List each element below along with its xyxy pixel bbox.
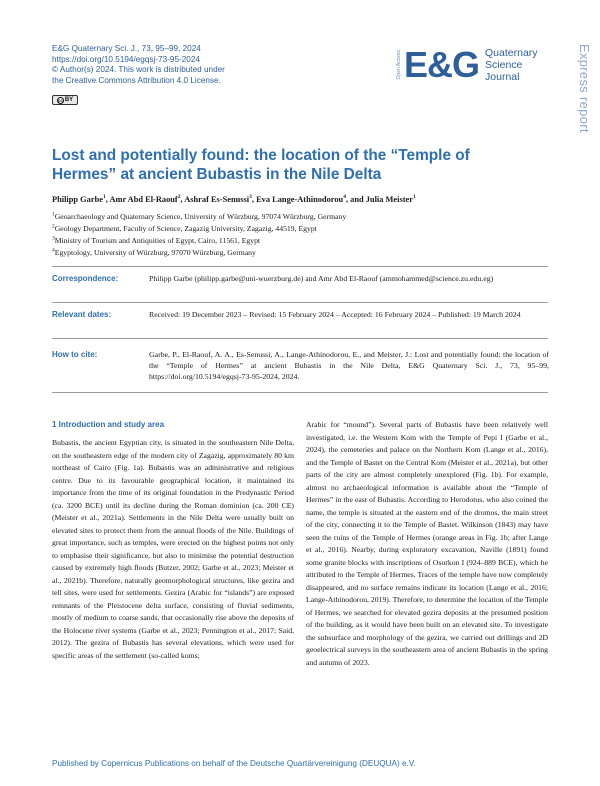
citation-line: E&G Quaternary Sci. J., 73, 95–99, 2024 bbox=[52, 44, 201, 53]
license-line[interactable]: the Creative Commons Attribution 4.0 License. bbox=[52, 75, 221, 85]
affiliation-text: Geoarchaeology and Quaternary Science, University of Würzburg, 97074 Würzburg, Germany bbox=[54, 212, 347, 221]
cite-label: How to cite: bbox=[52, 350, 98, 359]
affiliation-item bbox=[52, 247, 346, 259]
cc-by-label: BY bbox=[64, 97, 74, 103]
divider bbox=[52, 338, 548, 339]
body-column-right: Arabic for “mound”). Several parts of Bubastis have been relatively well investigated, i.e. the Western Kom with the Temple of Pepi I (Garbe et al., 2024), the cemeteries and palace on the Northern Kom (Lange et al., 2016), and the Temple of Bastet on the Central Kom (Meister et al., 2021a), but other parts of the city are almost completely unexplored (Fig. 1b). For example, almost no archaeological information is available about the “Temple of Hermes” in the east of Bubastis. According to Herodotus, who also coined the name, the temple is situated at the eastern end of the dromos, the main street of the city, connecting it to the Temple of Bastet. Wilkinson (1843) may have seen the ruins of the Temple of Hermes (orange areas in Fig. 1b; after Lange et al., 2016). Nearby, during exploratory excavation, Naville (1891) found some granite blocks with inscriptions of Osorkon I (924–889 BCE), which he attributed to the Temple of Hermes. Traces of the temple have now completely disappeared, and no surface remains indicate its location (Lange et al., 2016; Lange-Athinodorou, 2019). Therefore, to determine the location of the Temple of Hermes, we searched for elevated gezira deposits at the presumed position of the building, as it would have been built on an elevated site. To investigate the subsurface and morphology of the gezira, we carried out drillings and 2D geoelectrical surveys in the southeastern area of ancient Bubastis in the spring and autumn of 2023. bbox=[306, 420, 548, 667]
author: Ashraf Es-Senussi bbox=[184, 195, 250, 204]
divider bbox=[52, 302, 548, 303]
author: Amr Abd El-Raouf bbox=[109, 195, 178, 204]
doi-link[interactable]: https://doi.org/10.5194/egqsj-73-95-2024 bbox=[52, 54, 200, 64]
dates-label: Relevant dates: bbox=[52, 310, 112, 319]
affiliation-text: Egyptology, University of Würzburg, 97070 Würzburg, Germany bbox=[54, 248, 256, 257]
author-affiliation-marker: 3 bbox=[249, 194, 252, 201]
dates-value: Received: 19 December 2023 – Revised: 15 February 2024 – Accepted: 16 February 2024 – Published: 19 March 2024 bbox=[149, 310, 521, 319]
affiliation-number: 2 bbox=[52, 223, 55, 230]
cc-icon: cc bbox=[57, 97, 63, 103]
open-access-label: Open Access bbox=[396, 50, 402, 80]
author: Eva Lange-Athinodorou bbox=[256, 195, 344, 204]
author-affiliation-marker: 1 bbox=[412, 194, 416, 201]
affiliation-number: 1 bbox=[52, 211, 55, 218]
author-affiliation-marker: 4 bbox=[343, 194, 346, 201]
copyright-line: © Author(s) 2024. This work is distributed under bbox=[52, 65, 225, 75]
divider bbox=[52, 392, 548, 393]
author: Philipp Garbe bbox=[52, 195, 103, 204]
affiliation-list bbox=[52, 211, 346, 259]
author-affiliation-marker: 1 bbox=[102, 194, 106, 201]
affiliation-item bbox=[52, 235, 346, 247]
journal-name-line: Science bbox=[485, 59, 523, 71]
affiliation-item bbox=[52, 223, 346, 235]
journal-name bbox=[485, 47, 538, 83]
affiliation-item bbox=[52, 211, 346, 223]
cc-by-badge[interactable] bbox=[52, 95, 78, 105]
divider bbox=[52, 266, 548, 267]
section-heading: 1 Introduction and study area bbox=[52, 420, 165, 429]
body-column-left: Bubastis, the ancient Egyptian city, is situated in the southeastern Nile Delta, on the southeastern edge of the modern city of Zagazig, approximately 80 km northeast of Cairo (Fig. 1a). Bubastis was an administrative and religious centre. Due to its favourable geographical location, it maintained its importance from the time of its original foundation in the Predynastic Period (ca. 3200 BCE) until its decline during the Roman dominion (ca. 200 CE) (Meister et al., 2021a). Settlements in the Nile Delta were usually built on elevated sites to protect them from the annual floods of the Nile. Buildings of great importance, such as temples, were erected on the highest points not only to emphasise their significance, but also to minimise the potential destruction caused by extremely high floods (Butzer, 2002; Garbe et al., 2023; Meister et al., 2021b). Therefore, naturally geomorphological structures, like gezira and tell sites, were used for settlements. Gezira (Arabic for “islands”) are exposed remnants of the Pleistocene delta surface, consisting of fluvial sediments, mostly of medium to coarse sands, that occasionally rise above the deposits of the Holocene river systems (Garbe et al., 2023; Pennington et al., 2017; Said, 2012). The gezira of Bubastis has several elevations, which were used for specific areas of the settlement (so-called koms; bbox=[52, 438, 294, 660]
eg-logo: E&G bbox=[404, 44, 480, 85]
author-list: Philipp Garbe$^1$, Amr Abd El-Raouf$^2$, Ashraf Es-Senussi$^3$, Eva Lange-Athinodorou$^4$, and Julia Meister$^1$ bbox=[52, 194, 416, 204]
publisher-footer: Published by Copernicus Publications on behalf of the Deutsche Quartärvereinigung (DEUQUA) e.V. bbox=[52, 759, 416, 768]
correspondence-label: Correspondence: bbox=[52, 274, 119, 283]
affiliation-number: 3 bbox=[52, 235, 55, 242]
affiliation-number: 4 bbox=[52, 247, 55, 254]
journal-logo bbox=[396, 42, 538, 88]
journal-name-line: Quaternary bbox=[485, 47, 538, 59]
correspondence-value[interactable]: Philipp Garbe (philipp.garbe@uni-wuerzburg.de) and Amr Abd El-Raouf (ammohammed@science.zu.edu.eg) bbox=[149, 274, 494, 283]
author: Julia Meister bbox=[365, 195, 413, 204]
article-type-label: Express report bbox=[577, 44, 592, 133]
journal-name-line: Journal bbox=[485, 71, 520, 83]
author-affiliation-marker: 2 bbox=[177, 194, 181, 201]
affiliation-text: Geology Department, Faculty of Science, Zagazig University, Zagazig, 44519, Egypt bbox=[54, 224, 317, 233]
cite-value[interactable]: Garbe, P., El-Raouf, A. A., Es-Senussi, A., Lange-Athinodorou, E., and Meister, J.: Lost and potentially found: the location of the “Temple of Hermes” at ancient Bubastis in the Nile Delta, E&G Quaternary Sci. J., 73, 95–99, https://doi.org/10.5194/egqsj-73-95-2024, 2024. bbox=[149, 350, 549, 382]
journal-meta bbox=[52, 44, 225, 86]
article-title: Lost and potentially found: the location of the “Temple of Hermes” at ancient Bubastis in the Nile Delta bbox=[52, 147, 470, 183]
affiliation-text: Ministry of Tourism and Antiquities of Egypt, Cairo, 11561, Egypt bbox=[54, 236, 261, 245]
